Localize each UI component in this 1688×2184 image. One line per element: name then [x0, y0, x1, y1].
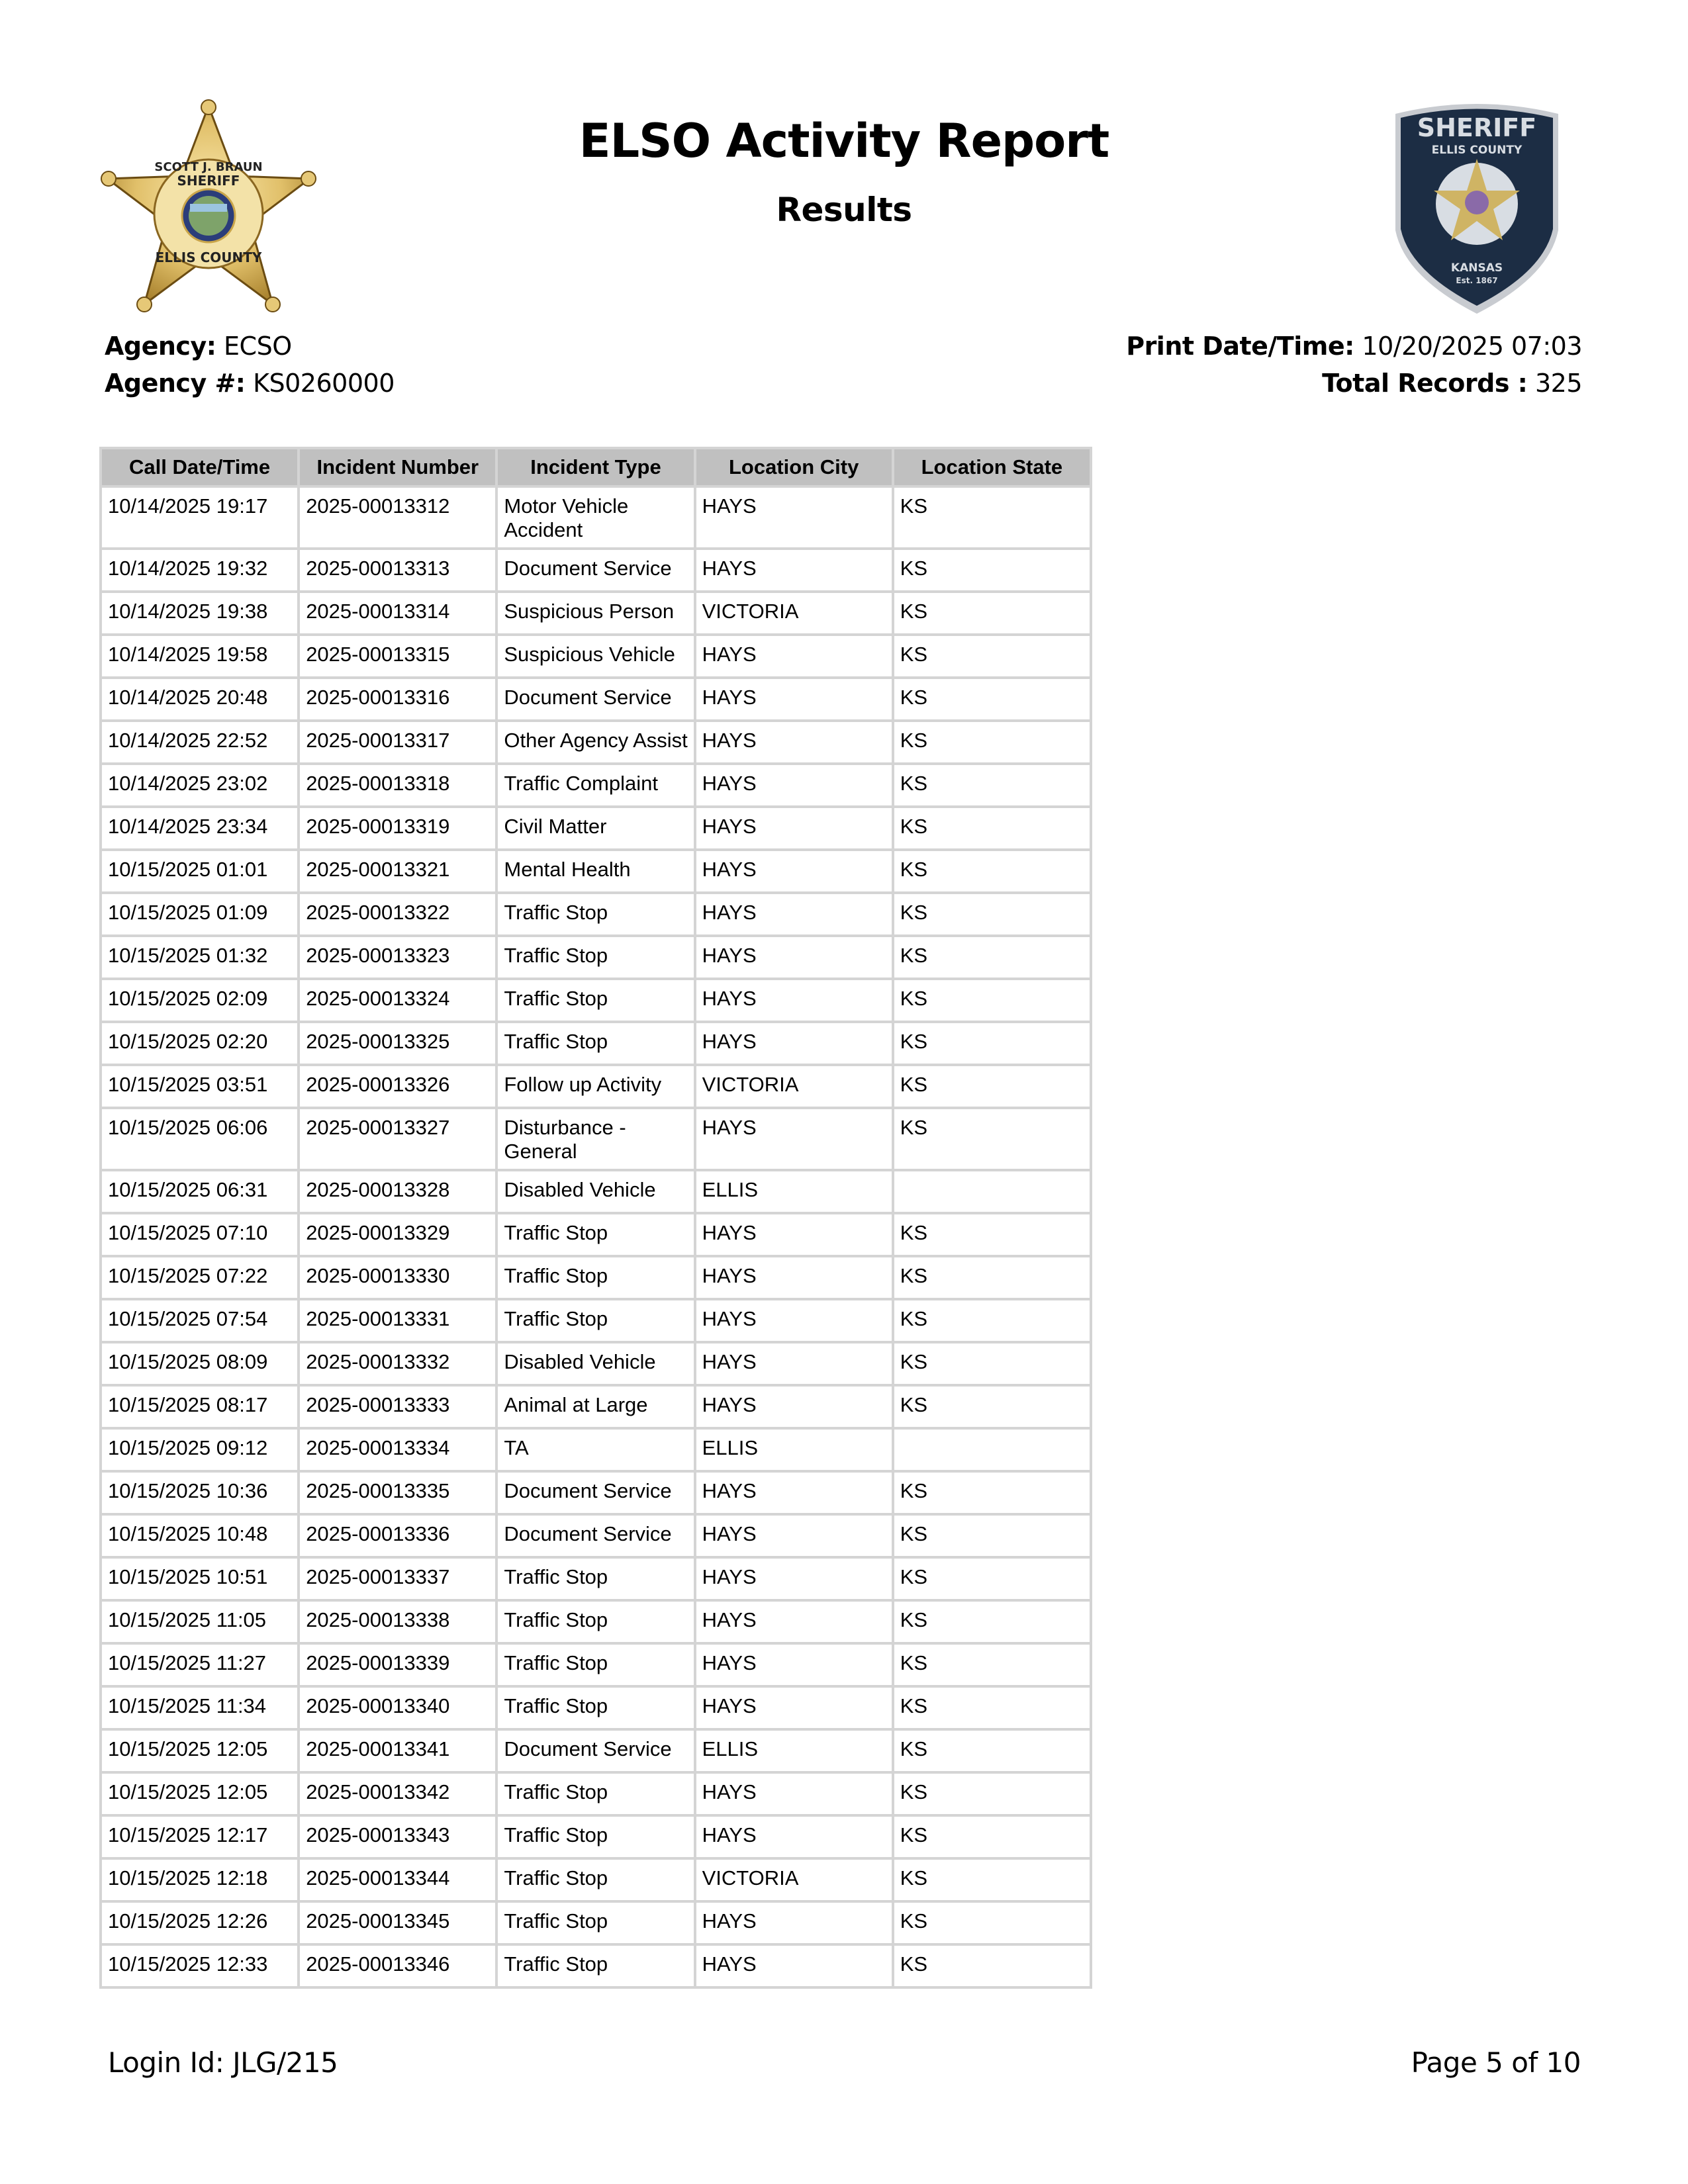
location-city-cell: HAYS: [696, 1688, 892, 1728]
location-state-cell: KS: [894, 980, 1090, 1021]
call-datetime-cell: 10/15/2025 03:51: [102, 1066, 297, 1107]
table-row: [102, 937, 1090, 978]
call-datetime-cell: 10/15/2025 12:17: [102, 1817, 297, 1857]
location-state-cell: KS: [894, 1559, 1090, 1599]
call-datetime-cell: 10/14/2025 19:32: [102, 550, 297, 590]
location-city-cell: HAYS: [696, 1300, 892, 1341]
print-info: [1126, 328, 1582, 402]
incident-number-cell: 2025-00013335: [300, 1473, 495, 1513]
location-city-cell: HAYS: [696, 851, 892, 891]
incident-type-cell: Traffic Stop: [498, 1774, 693, 1814]
location-state-cell: KS: [894, 1903, 1090, 1943]
location-state-cell: KS: [894, 1860, 1090, 1900]
table-row: [102, 1257, 1090, 1298]
agency-number-label: Agency #:: [105, 369, 246, 398]
table-row: [102, 1473, 1090, 1513]
incident-type-cell: Traffic Stop: [498, 1688, 693, 1728]
location-state-cell: KS: [894, 679, 1090, 719]
incident-number-cell: 2025-00013331: [300, 1300, 495, 1341]
incident-number-cell: 2025-00013334: [300, 1430, 495, 1470]
incident-number-cell: 2025-00013341: [300, 1731, 495, 1771]
table-row: [102, 1066, 1090, 1107]
location-city-cell: ELLIS: [696, 1731, 892, 1771]
table-row: [102, 550, 1090, 590]
incident-number-cell: 2025-00013332: [300, 1343, 495, 1384]
incident-type-cell: Traffic Stop: [498, 937, 693, 978]
incident-type-cell: Traffic Stop: [498, 980, 693, 1021]
call-datetime-cell: 10/15/2025 10:48: [102, 1516, 297, 1556]
table-row: [102, 1602, 1090, 1642]
incident-type-cell: Document Service: [498, 1516, 693, 1556]
table-row: [102, 1023, 1090, 1064]
activity-table: [99, 447, 1092, 1989]
location-city-cell: HAYS: [696, 765, 892, 805]
location-state-cell: KS: [894, 636, 1090, 676]
table-row: [102, 1430, 1090, 1470]
incident-number-cell: 2025-00013333: [300, 1387, 495, 1427]
table-row: [102, 1516, 1090, 1556]
table-row: [102, 1946, 1090, 1986]
table-row: [102, 722, 1090, 762]
table-row: [102, 679, 1090, 719]
incident-number-cell: 2025-00013338: [300, 1602, 495, 1642]
star-top-text: SCOTT J. BRAUN: [154, 160, 263, 174]
incident-number-cell: 2025-00013344: [300, 1860, 495, 1900]
incident-number-cell: 2025-00013324: [300, 980, 495, 1021]
incident-number-cell: 2025-00013319: [300, 808, 495, 848]
incident-number-cell: 2025-00013323: [300, 937, 495, 978]
incident-number-cell: 2025-00013342: [300, 1774, 495, 1814]
call-datetime-cell: 10/15/2025 02:09: [102, 980, 297, 1021]
table-row: [102, 1300, 1090, 1341]
table-row: [102, 1774, 1090, 1814]
location-state-cell: KS: [894, 765, 1090, 805]
call-datetime-cell: 10/15/2025 01:32: [102, 937, 297, 978]
incident-type-cell: Document Service: [498, 1731, 693, 1771]
incident-number-cell: 2025-00013314: [300, 593, 495, 633]
incident-type-cell: Suspicious Person: [498, 593, 693, 633]
agency-info: [105, 328, 395, 402]
call-datetime-cell: 10/15/2025 12:05: [102, 1731, 297, 1771]
table-row: [102, 636, 1090, 676]
location-city-cell: HAYS: [696, 1645, 892, 1685]
location-state-cell: KS: [894, 1774, 1090, 1814]
table-row: [102, 1214, 1090, 1255]
call-datetime-cell: 10/15/2025 09:12: [102, 1430, 297, 1470]
location-city-cell: HAYS: [696, 1214, 892, 1255]
location-state-cell: KS: [894, 1387, 1090, 1427]
call-datetime-cell: 10/15/2025 11:27: [102, 1645, 297, 1685]
incident-number-cell: 2025-00013346: [300, 1946, 495, 1986]
call-datetime-cell: 10/15/2025 11:05: [102, 1602, 297, 1642]
location-city-cell: VICTORIA: [696, 1860, 892, 1900]
incident-number-cell: 2025-00013343: [300, 1817, 495, 1857]
call-datetime-cell: 10/15/2025 08:09: [102, 1343, 297, 1384]
table-row: [102, 1343, 1090, 1384]
incident-type-cell: Civil Matter: [498, 808, 693, 848]
report-subtitle: Results: [776, 191, 912, 229]
table-row: [102, 1817, 1090, 1857]
incident-number-cell: 2025-00013317: [300, 722, 495, 762]
table-row: [102, 1387, 1090, 1427]
table-row: [102, 765, 1090, 805]
location-state-cell: KS: [894, 1817, 1090, 1857]
location-city-cell: HAYS: [696, 1257, 892, 1298]
star-bottom-text: ELLIS COUNTY: [155, 250, 262, 265]
table-row: [102, 851, 1090, 891]
incident-number-cell: 2025-00013318: [300, 765, 495, 805]
incident-type-cell: Traffic Stop: [498, 1860, 693, 1900]
incident-type-cell: Other Agency Assist: [498, 722, 693, 762]
call-datetime-cell: 10/15/2025 10:51: [102, 1559, 297, 1599]
table-header-row: [102, 449, 1090, 485]
call-datetime-cell: 10/14/2025 20:48: [102, 679, 297, 719]
table-row: [102, 894, 1090, 934]
incident-type-cell: Animal at Large: [498, 1387, 693, 1427]
incident-number-cell: 2025-00013326: [300, 1066, 495, 1107]
table-row: [102, 1731, 1090, 1771]
location-city-cell: VICTORIA: [696, 1066, 892, 1107]
call-datetime-cell: 10/15/2025 10:36: [102, 1473, 297, 1513]
incident-number-cell: 2025-00013329: [300, 1214, 495, 1255]
incident-number-cell: 2025-00013325: [300, 1023, 495, 1064]
table-row: [102, 980, 1090, 1021]
location-city-cell: HAYS: [696, 1817, 892, 1857]
incident-number-cell: 2025-00013327: [300, 1109, 495, 1169]
star-mid-text: SHERIFF: [177, 173, 240, 189]
call-datetime-cell: 10/15/2025 12:18: [102, 1860, 297, 1900]
location-city-cell: HAYS: [696, 679, 892, 719]
print-datetime-label: Print Date/Time:: [1126, 332, 1354, 361]
call-datetime-cell: 10/15/2025 11:34: [102, 1688, 297, 1728]
location-city-cell: HAYS: [696, 1516, 892, 1556]
table-row: [102, 1903, 1090, 1943]
call-datetime-cell: 10/14/2025 22:52: [102, 722, 297, 762]
page-number: Page 5 of 10: [1411, 2046, 1581, 2079]
incident-type-cell: Traffic Stop: [498, 1023, 693, 1064]
call-datetime-cell: 10/15/2025 01:09: [102, 894, 297, 934]
call-datetime-cell: 10/15/2025 01:01: [102, 851, 297, 891]
table-row: [102, 593, 1090, 633]
total-records-line: [1126, 365, 1582, 402]
table-row: [102, 1109, 1090, 1169]
incident-number-cell: 2025-00013337: [300, 1559, 495, 1599]
incident-type-cell: Traffic Stop: [498, 1214, 693, 1255]
incident-type-cell: Document Service: [498, 1473, 693, 1513]
location-state-cell: KS: [894, 488, 1090, 547]
incident-number-cell: 2025-00013313: [300, 550, 495, 590]
incident-number-cell: 2025-00013321: [300, 851, 495, 891]
table-row: [102, 1559, 1090, 1599]
location-city-cell: HAYS: [696, 980, 892, 1021]
patch-est-text: Est. 1867: [1456, 276, 1498, 285]
incident-type-cell: Document Service: [498, 550, 693, 590]
location-state-cell: KS: [894, 894, 1090, 934]
incident-number-cell: 2025-00013315: [300, 636, 495, 676]
patch-state-text: KANSAS: [1450, 261, 1503, 275]
location-state-cell: KS: [894, 1602, 1090, 1642]
location-city-cell: HAYS: [696, 937, 892, 978]
location-state-cell: KS: [894, 1473, 1090, 1513]
table-row: [102, 1860, 1090, 1900]
incident-type-cell: Traffic Stop: [498, 1946, 693, 1986]
location-state-cell: KS: [894, 1214, 1090, 1255]
call-datetime-cell: 10/15/2025 02:20: [102, 1023, 297, 1064]
call-datetime-cell: 10/15/2025 07:22: [102, 1257, 297, 1298]
incident-type-cell: Follow up Activity: [498, 1066, 693, 1107]
location-city-cell: HAYS: [696, 1774, 892, 1814]
location-city-cell: ELLIS: [696, 1171, 892, 1212]
location-city-cell: HAYS: [696, 722, 892, 762]
incident-type-cell: TA: [498, 1430, 693, 1470]
location-state-cell: KS: [894, 1516, 1090, 1556]
patch-sub-text: ELLIS COUNTY: [1431, 144, 1523, 157]
location-state-cell: KS: [894, 722, 1090, 762]
call-datetime-cell: 10/15/2025 12:33: [102, 1946, 297, 1986]
location-state-cell: KS: [894, 1731, 1090, 1771]
incident-type-cell: Traffic Stop: [498, 1559, 693, 1599]
call-datetime-cell: 10/15/2025 07:54: [102, 1300, 297, 1341]
location-city-cell: HAYS: [696, 1387, 892, 1427]
agency-number-value: KS0260000: [253, 369, 395, 398]
location-state-cell: KS: [894, 593, 1090, 633]
location-state-cell: KS: [894, 1257, 1090, 1298]
location-state-cell: [894, 1171, 1090, 1212]
location-city-cell: ELLIS: [696, 1430, 892, 1470]
column-header-incident-number: Incident Number: [300, 449, 495, 485]
location-state-cell: KS: [894, 851, 1090, 891]
incident-number-cell: 2025-00013312: [300, 488, 495, 547]
incident-number-cell: 2025-00013339: [300, 1645, 495, 1685]
location-state-cell: KS: [894, 550, 1090, 590]
agency-line: [105, 328, 395, 365]
incident-type-cell: Motor Vehicle Accident: [498, 488, 693, 547]
incident-type-cell: Disabled Vehicle: [498, 1343, 693, 1384]
location-city-cell: HAYS: [696, 894, 892, 934]
table-row: [102, 1645, 1090, 1685]
incident-type-cell: Traffic Stop: [498, 894, 693, 934]
incident-number-cell: 2025-00013336: [300, 1516, 495, 1556]
call-datetime-cell: 10/15/2025 06:31: [102, 1171, 297, 1212]
incident-type-cell: Traffic Stop: [498, 1300, 693, 1341]
call-datetime-cell: 10/14/2025 23:02: [102, 765, 297, 805]
incident-type-cell: Disturbance - General: [498, 1109, 693, 1169]
location-state-cell: KS: [894, 808, 1090, 848]
call-datetime-cell: 10/15/2025 08:17: [102, 1387, 297, 1427]
location-city-cell: HAYS: [696, 1023, 892, 1064]
login-id: Login Id: JLG/215: [108, 2046, 338, 2079]
incident-number-cell: 2025-00013328: [300, 1171, 495, 1212]
location-city-cell: HAYS: [696, 1473, 892, 1513]
location-city-cell: HAYS: [696, 1946, 892, 1986]
location-city-cell: HAYS: [696, 1903, 892, 1943]
location-state-cell: KS: [894, 1343, 1090, 1384]
location-city-cell: HAYS: [696, 636, 892, 676]
total-records-label: Total Records :: [1322, 369, 1528, 398]
location-state-cell: KS: [894, 1300, 1090, 1341]
column-header-incident-type: Incident Type: [498, 449, 693, 485]
table-row: [102, 488, 1090, 547]
location-state-cell: KS: [894, 1688, 1090, 1728]
incident-type-cell: Traffic Stop: [498, 1602, 693, 1642]
incident-type-cell: Document Service: [498, 679, 693, 719]
call-datetime-cell: 10/14/2025 23:34: [102, 808, 297, 848]
column-header-location-state: Location State: [894, 449, 1090, 485]
call-datetime-cell: 10/15/2025 12:26: [102, 1903, 297, 1943]
table-row: [102, 1171, 1090, 1212]
incident-number-cell: 2025-00013316: [300, 679, 495, 719]
column-header-call-datetime: Call Date/Time: [102, 449, 297, 485]
incident-type-cell: Traffic Stop: [498, 1903, 693, 1943]
location-state-cell: KS: [894, 1023, 1090, 1064]
call-datetime-cell: 10/15/2025 07:10: [102, 1214, 297, 1255]
location-city-cell: HAYS: [696, 1602, 892, 1642]
incident-type-cell: Disabled Vehicle: [498, 1171, 693, 1212]
location-city-cell: HAYS: [696, 1109, 892, 1169]
call-datetime-cell: 10/14/2025 19:17: [102, 488, 297, 547]
table-row: [102, 808, 1090, 848]
incident-type-cell: Traffic Stop: [498, 1257, 693, 1298]
call-datetime-cell: 10/14/2025 19:58: [102, 636, 297, 676]
location-state-cell: KS: [894, 1946, 1090, 1986]
agency-value: ECSO: [224, 332, 292, 361]
location-state-cell: KS: [894, 1109, 1090, 1169]
agency-number-line: [105, 365, 395, 402]
call-datetime-cell: 10/15/2025 12:05: [102, 1774, 297, 1814]
incident-type-cell: Mental Health: [498, 851, 693, 891]
agency-label: Agency:: [105, 332, 216, 361]
incident-number-cell: 2025-00013340: [300, 1688, 495, 1728]
location-state-cell: KS: [894, 1066, 1090, 1107]
call-datetime-cell: 10/15/2025 06:06: [102, 1109, 297, 1169]
location-city-cell: HAYS: [696, 1343, 892, 1384]
location-city-cell: HAYS: [696, 1559, 892, 1599]
incident-number-cell: 2025-00013345: [300, 1903, 495, 1943]
call-datetime-cell: 10/14/2025 19:38: [102, 593, 297, 633]
location-city-cell: VICTORIA: [696, 593, 892, 633]
table-body: [102, 488, 1090, 1986]
incident-type-cell: Suspicious Vehicle: [498, 636, 693, 676]
location-city-cell: HAYS: [696, 488, 892, 547]
location-city-cell: HAYS: [696, 550, 892, 590]
print-datetime-line: [1126, 328, 1582, 365]
print-datetime-value: 10/20/2025 07:03: [1362, 332, 1582, 361]
table-row: [102, 1688, 1090, 1728]
incident-type-cell: Traffic Stop: [498, 1817, 693, 1857]
incident-type-cell: Traffic Stop: [498, 1645, 693, 1685]
location-city-cell: HAYS: [696, 808, 892, 848]
patch-top-text: SHERIFF: [1417, 113, 1537, 142]
incident-number-cell: 2025-00013330: [300, 1257, 495, 1298]
location-state-cell: [894, 1430, 1090, 1470]
report-title: ELSO Activity Report: [579, 114, 1109, 168]
total-records-value: 325: [1534, 369, 1582, 398]
incident-type-cell: Traffic Complaint: [498, 765, 693, 805]
location-state-cell: KS: [894, 937, 1090, 978]
incident-number-cell: 2025-00013322: [300, 894, 495, 934]
column-header-location-city: Location City: [696, 449, 892, 485]
location-state-cell: KS: [894, 1645, 1090, 1685]
